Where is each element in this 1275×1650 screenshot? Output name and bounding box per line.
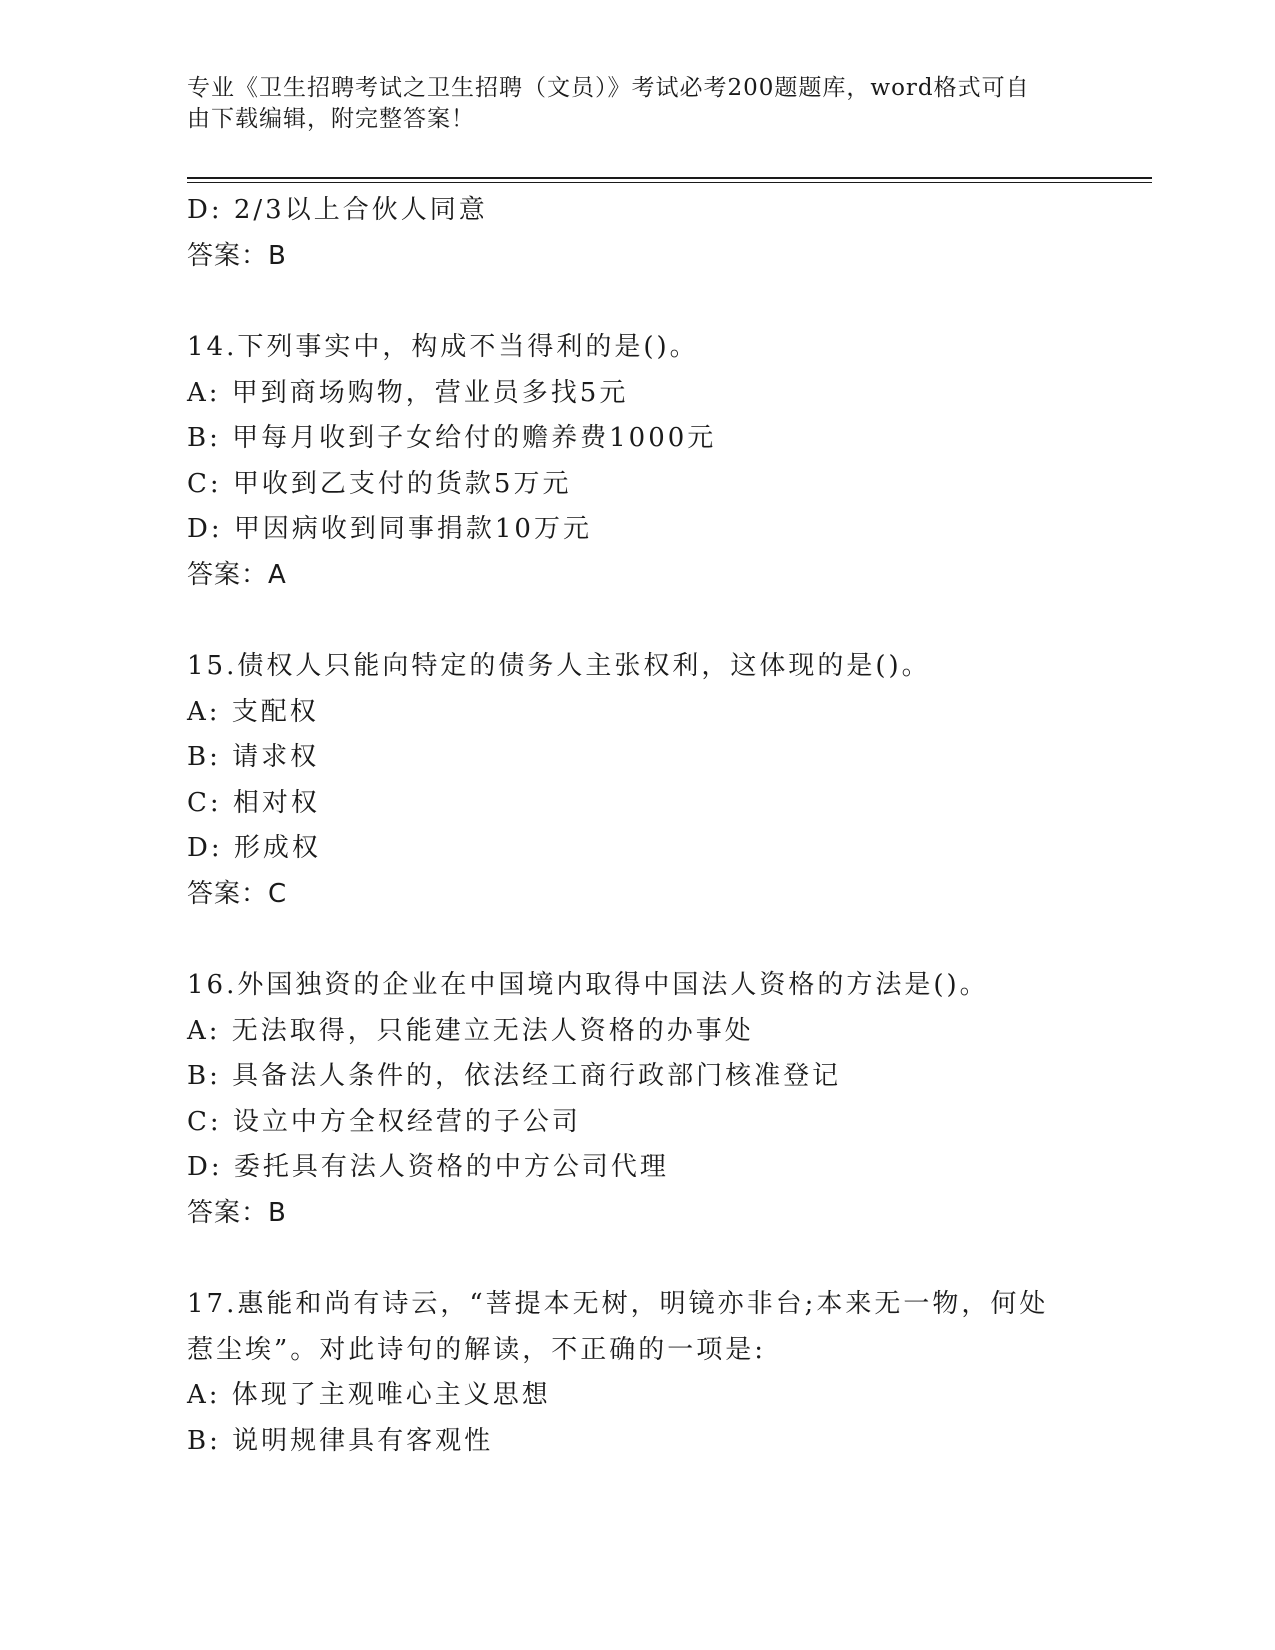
- option-d: D: 甲因病收到同事捐款10万元: [187, 514, 592, 544]
- question-14: [187, 325, 1087, 598]
- spacer: [187, 917, 1087, 963]
- option-a: A: 支配权: [187, 696, 319, 727]
- question-stem: 16.外国独资的企业在中国境内取得中国法人资格的方法是()。: [187, 970, 989, 1000]
- answer-line: 答案：B: [187, 1197, 287, 1228]
- spacer: [187, 279, 1087, 325]
- document-header: [187, 73, 1087, 135]
- option-c: C: 甲收到乙支付的货款5万元: [187, 468, 572, 499]
- option-c: C: 相对权: [187, 787, 320, 818]
- option-d: D: 2/3以上合伙人同意: [187, 195, 488, 225]
- option-a: A: 无法取得，只能建立无法人资格的办事处: [187, 1015, 754, 1046]
- question-list: [187, 188, 1087, 1464]
- option-b: B: 具备法人条件的，依法经工商行政部门核准登记: [187, 1061, 842, 1091]
- question-stem-line-2: 惹尘埃”。对此诗句的解读，不正确的一项是:: [187, 1334, 767, 1365]
- header-divider-thick: [187, 177, 1152, 179]
- option-d: D: 形成权: [187, 833, 321, 863]
- question-stem-line-1: 17.惠能和尚有诗云，“菩提本无树，明镜亦非台;本来无一物，何处: [187, 1289, 1049, 1319]
- question-15: [187, 644, 1087, 917]
- option-a: A: 甲到商场购物，营业员多找5元: [187, 377, 629, 408]
- option-b: B: 甲每月收到子女给付的赡养费1000元: [187, 423, 717, 453]
- option-b: B: 说明规律具有客观性: [187, 1425, 494, 1456]
- question-17: [187, 1282, 1087, 1464]
- header-line-2: 由下载编辑，附完整答案！: [187, 106, 475, 132]
- option-d: D: 委托具有法人资格的中方公司代理: [187, 1152, 669, 1182]
- spacer: [187, 1236, 1087, 1282]
- option-a: A: 体现了主观唯心主义思想: [187, 1380, 551, 1410]
- header-line-1: 专业《卫生招聘考试之卫生招聘（文员）》考试必考200题题库，word格式可自: [187, 75, 1030, 101]
- answer-line: 答案：B: [187, 240, 287, 271]
- spacer: [187, 598, 1087, 644]
- question-stem: 15.债权人只能向特定的债务人主张权利，这体现的是()。: [187, 651, 931, 681]
- answer-line: 答案：C: [187, 878, 288, 909]
- option-c: C: 设立中方全权经营的子公司: [187, 1106, 581, 1137]
- question-16: [187, 963, 1087, 1236]
- header-divider-thin: [187, 182, 1152, 183]
- option-b: B: 请求权: [187, 742, 320, 772]
- answer-line: 答案：A: [187, 559, 287, 590]
- question-stem: 14.下列事实中，构成不当得利的是()。: [187, 332, 699, 362]
